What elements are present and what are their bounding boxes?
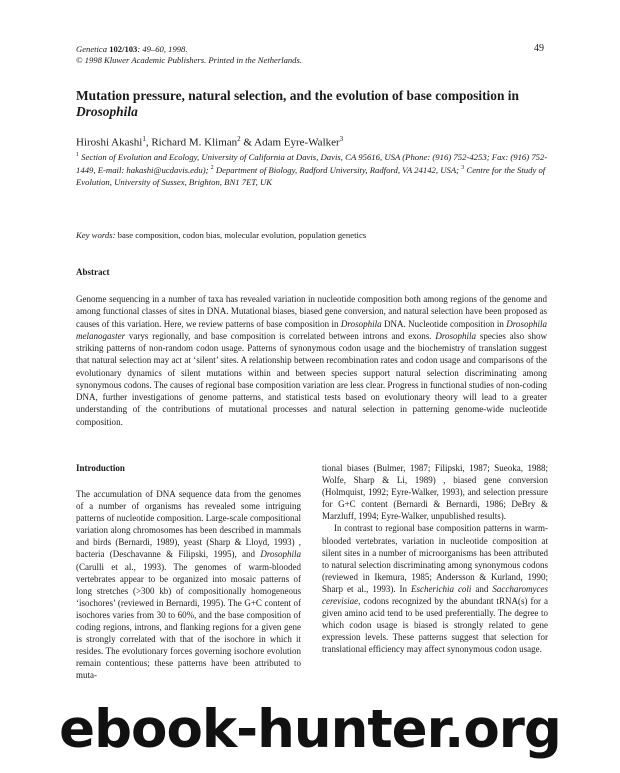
author-separator: & (240, 136, 255, 149)
abstract-run: Genome sequencing in a number of taxa has revealed variation in nucleotide composition both among regions of the genome and among functional classes of sites in DNA. Mutational biases, biased gene conversion, and natural selection have been proposed as causes of this variation. Here, we review patterns of base composition in (76, 294, 547, 329)
affil-mark: 1 (76, 152, 79, 158)
intro-run: (Carulli et al., 1993). The genomes of warm-blooded vertebrates appear to be organized into mosaic patterns of long stretches (>300 kb) of compositionally homogeneous ‘isochores’ (reviewed in Bernardi, 1995). The G+C content of isochores varies from 30 to 60%, and the base composition of coding regions, introns, and flanking regions for a given gene is strongly correlated with that of the isochore in which it resides. The evolutionary forces governing isochore evolution remain contentious; these patterns have been attributed to muta- (76, 561, 301, 681)
affil-text: Section of Evolution and Ecology, University of California at Davis, Davis, CA 95616, USA (Phone: (916) 752-4253; Fax: (916) 752-1449, E-mail: hakashi@ucdavis.edu); (76, 151, 548, 176)
abstract-run: varys regionally, and base composition is correlated between introns and exons. (125, 330, 436, 341)
affiliations (76, 150, 548, 188)
affil-text: Department of Biology, Radford University, Radford, VA 24142, USA; (215, 165, 460, 176)
author-separator: , (145, 136, 152, 149)
abstract-italic: Drosophila melanogaster (76, 318, 547, 341)
left-column (76, 462, 301, 682)
running-head (76, 44, 546, 66)
watermark: ebook-hunter.org (59, 699, 561, 760)
intro-run: and (471, 583, 493, 594)
paper-title (76, 88, 546, 120)
journal-name: Genetica (76, 44, 108, 54)
author-affil-mark: 3 (339, 135, 344, 143)
abstract-heading: Abstract (76, 267, 110, 277)
title-italic: Drosophila (76, 104, 138, 119)
abstract-run: species also show striking patterns of non-random codon usage. Patterns of synonymous codon usage and the biochemistry of translation suggest that natural selection may act at ‘silent’ sites. A relationship between recombination rates and codon usage and comparisons of the evolutionary dynamics of silent mutations within and between species support natural selection discriminating among synonymous codons. The causes of regional base composition variation are less clear. Progress in functional studies of non-coding DNA, further investigations of genome patterns, and statistical tests based on evolutionary theory will lead to a greater understanding of the contributions of mutational processes and natural selection in patterning genome-wide nucleotide composition. (76, 330, 548, 427)
page-number: 49 (534, 43, 544, 54)
author-affil-mark: 1 (142, 135, 146, 143)
introduction-heading: Introduction (76, 463, 125, 473)
intro-italic: Escherichia coli (411, 583, 472, 594)
keywords (76, 230, 546, 241)
journal-pages: : 49–60, 1998. (137, 44, 188, 54)
title-main: Mutation pressure, natural selection, and the evolution of base composition in (76, 88, 519, 103)
intro-run: In contrast to regional base composition patterns in warm-blooded vertebrates, variation in nucleotide composition at silent sites in a number of microorganisms has been attributed to natural selection discriminating among synonymous codons (reviewed in Ikemura, 1985; Andersson & Kurland, 1990; Sharp et al., 1993). In (322, 523, 548, 594)
author-name: Richard M. Kliman (151, 136, 238, 149)
affil-text: Centre for the Study of Evolution, University of Sussex, Brighton, BN1 7ET, UK (76, 165, 546, 187)
affil-mark: 2 (210, 165, 214, 172)
author-affil-mark: 2 (237, 135, 241, 143)
intro-run: , codons recognized by the abundant tRNA(s) for a given amino acid tend to be used preferentially. The degree to which codon usage is biased is strongly related to gene expression levels. These patterns suggest that selection for translational efficiency may affect synonymous codon usage. (322, 596, 548, 655)
journal-volume: 102/103 (109, 44, 138, 54)
intro-paragraph (322, 522, 548, 655)
intro-run: The accumulation of DNA sequence data from the genomes of a number of organisms has revealed some intriguing patterns of nucleotide composition. Large-scale compositional variation along chromosomes has been described in mammals and birds (Bernardi, 1989), yeast (Sharp & Lloyd, 1993) , bacteria (Deschavanne & Filipski, 1995), and (76, 489, 301, 560)
right-column (322, 462, 548, 656)
abstract-text (76, 293, 547, 428)
abstract-run: DNA. Nucleotide composition in (381, 318, 507, 329)
intro-paragraph (76, 488, 301, 682)
abstract-italic: Drosophila (435, 330, 477, 341)
abstract-italic: Drosophila (340, 318, 382, 329)
journal-citation (76, 44, 546, 55)
intro-paragraph-continued: tional biases (Bulmer, 1987; Filipski, 1987; Sueoka, 1988; Wolfe, Sharp & Li, 1989) , biased gene conversion (Holmquist, 1992; Eyre-Walker, 1993), and selection pressure for G+C content (Bernardi & Bernardi, 1986; DeBry & Marzluff, 1994; Eyre-Walker, unpublished results). (322, 463, 548, 522)
affil-mark: 3 (461, 165, 465, 172)
author-name: Hiroshi Akashi (76, 136, 143, 149)
author-name: Adam Eyre-Walker (254, 136, 340, 149)
copyright-line: © 1998 Kluwer Academic Publishers. Printed in the Netherlands. (76, 55, 302, 65)
intro-italic: Saccharomyces cerevisiae (322, 583, 548, 607)
intro-italic: Drosophila (260, 549, 301, 560)
author-list (76, 133, 546, 150)
keywords-label: Key words: (76, 230, 116, 240)
keywords-text: base composition, codon bias, molecular evolution, population genetics (117, 230, 367, 240)
